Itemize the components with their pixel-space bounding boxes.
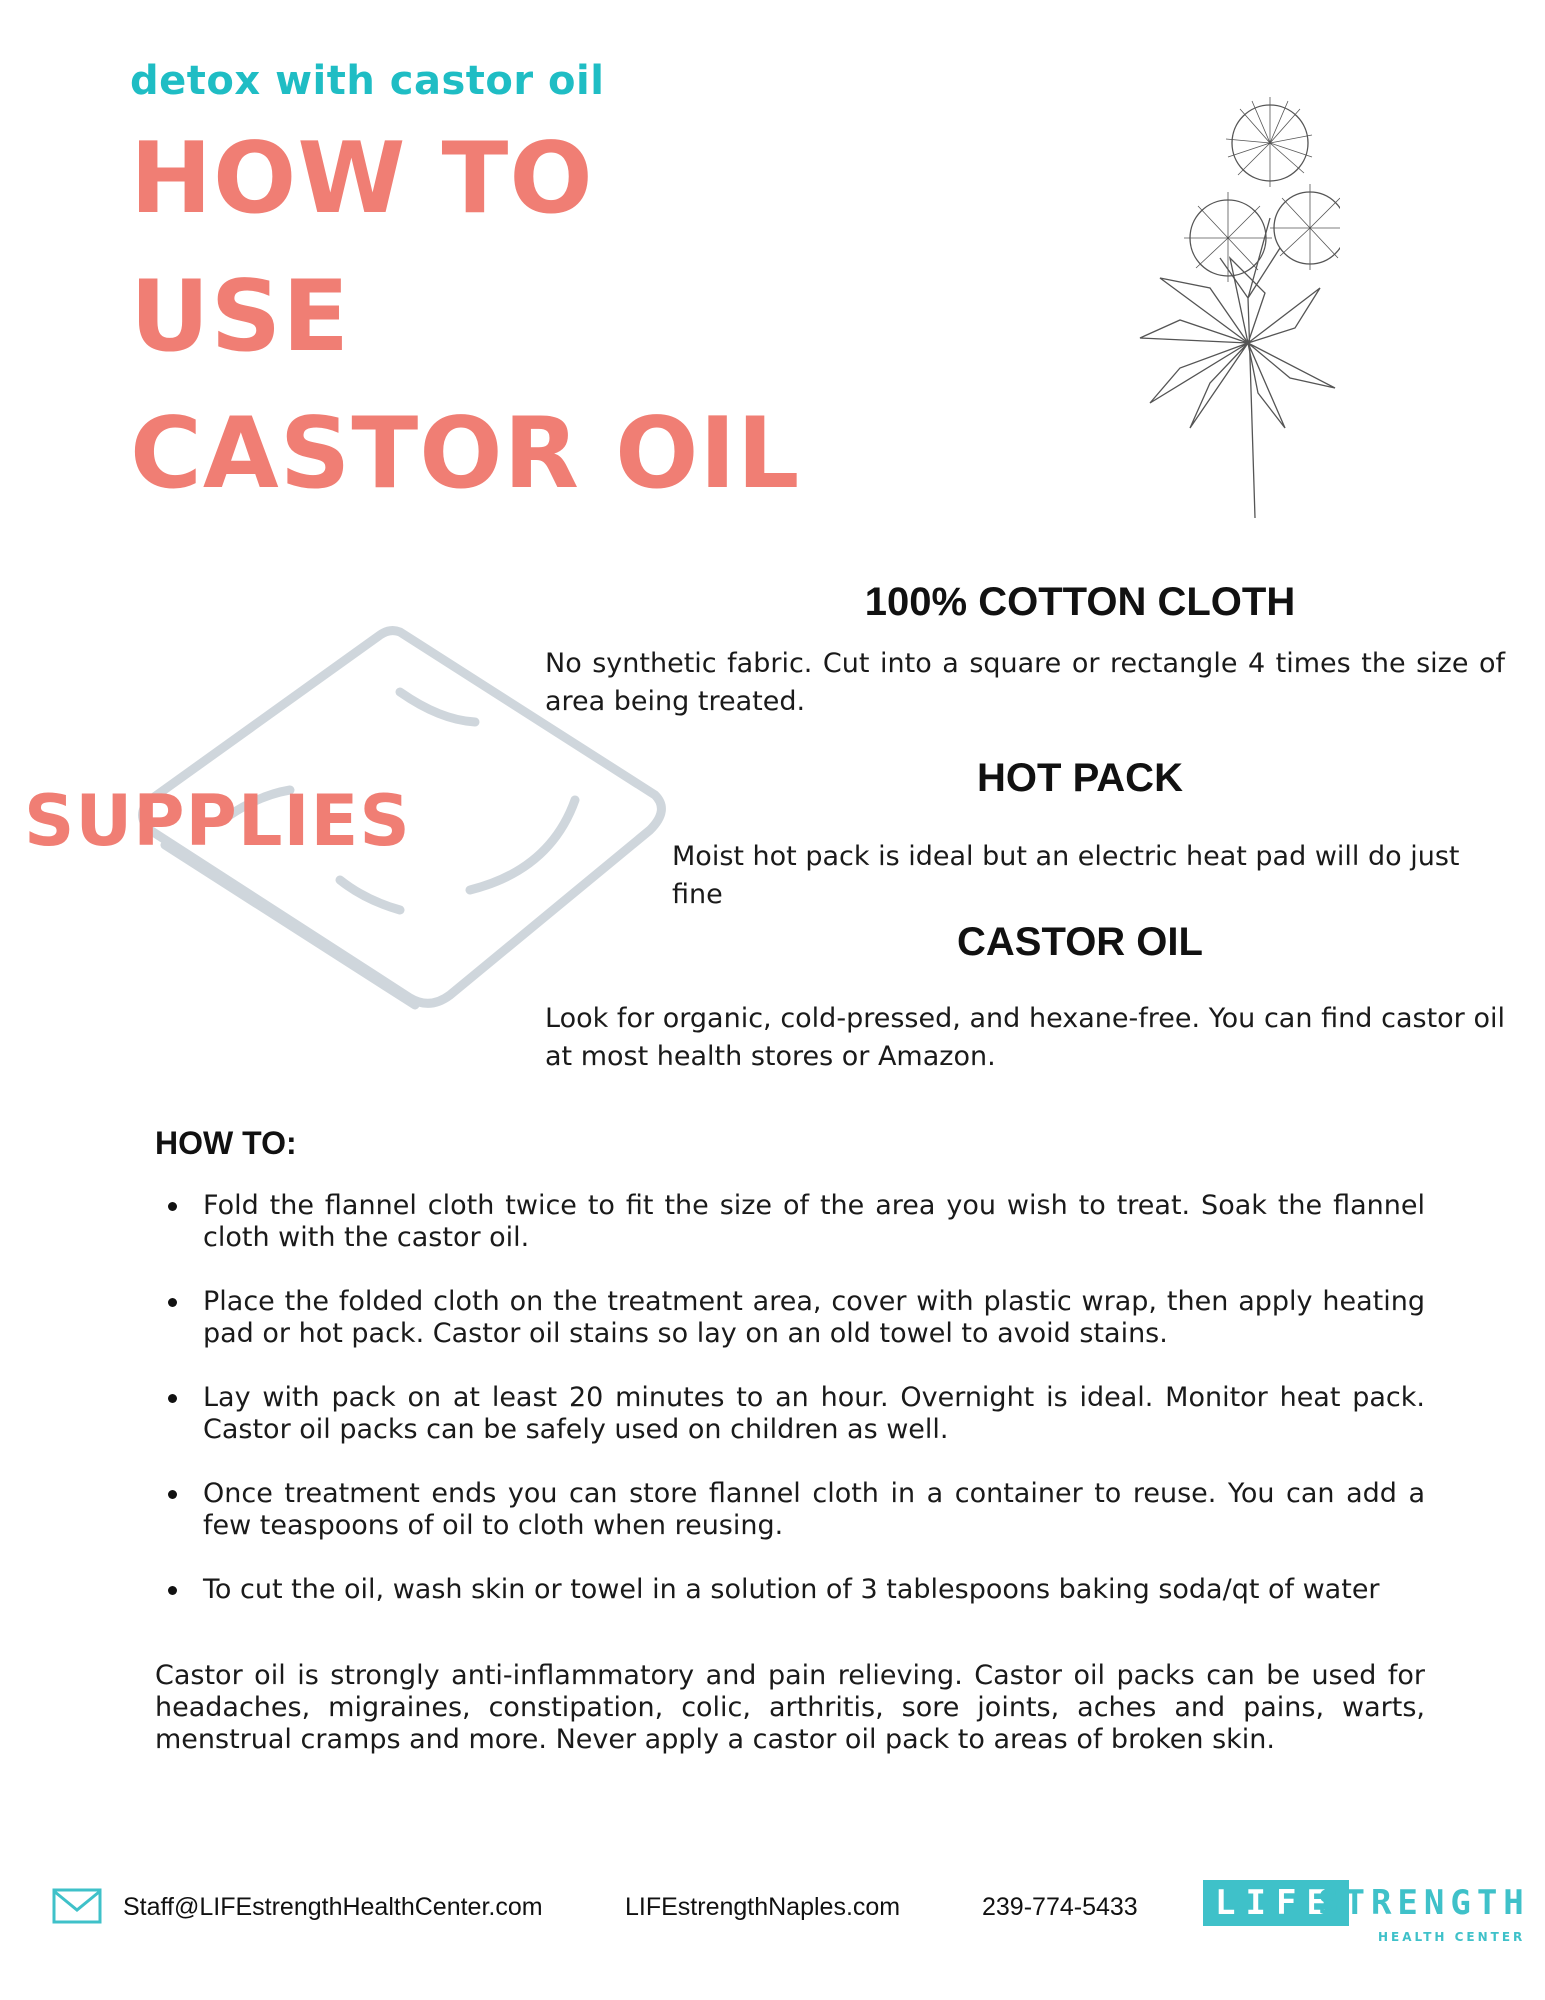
eyebrow-subtitle: detox with castor oil [130, 58, 605, 104]
howto-heading: HOW TO: [155, 1125, 297, 1161]
footer-phone[interactable]: 239-774-5433 [982, 1893, 1138, 1921]
step-text: Lay with pack on at least 20 minutes to an hour. Overnight is ideal. Monitor heat pack. Castor oil packs can be safely used on children as well. [203, 1382, 1425, 1445]
supplies-label: SUPPLIES [24, 780, 411, 862]
bullet-icon [168, 1202, 177, 1211]
title-line-1: HOW TO [130, 122, 594, 236]
supply-text-cloth: No synthetic fabric. Cut into a square or rectangle 4 times the size of area being treated. [545, 648, 1505, 717]
step-text: Fold the flannel cloth twice to fit the size of the area you wish to treat. Soak the flannel cloth with the castor oil. [203, 1190, 1425, 1253]
list-item [155, 1382, 1425, 1446]
supply-text-hot-pack: Moist hot pack is ideal but an electric heat pad will do just fine [672, 841, 1460, 910]
bullet-icon [168, 1490, 177, 1499]
supply-heading-castor-oil: CASTOR OIL [957, 920, 1203, 964]
supply-text-castor-oil: Look for organic, cold-pressed, and hexane-free. You can find castor oil at most health stores or Amazon. [545, 1003, 1505, 1072]
supply-heading-hot-pack: HOT PACK [977, 756, 1183, 800]
step-text: To cut the oil, wash skin or towel in a solution of 3 tablespoons baking soda/qt of water [203, 1574, 1380, 1605]
logo-strength: STRENGTH [1318, 1883, 1530, 1923]
howto-steps-list [155, 1190, 1425, 1638]
list-item [155, 1478, 1425, 1542]
step-text: Once treatment ends you can store flannel cloth in a container to reuse. You can add a few teaspoons of oil to cloth when reusing. [203, 1478, 1425, 1541]
bullet-icon [168, 1586, 177, 1595]
logo-life: LIFE [1203, 1880, 1349, 1926]
step-text: Place the folded cloth on the treatment area, cover with plastic wrap, then apply heating pad or hot pack. Castor oil stains so lay on an old towel to avoid stains. [203, 1286, 1425, 1349]
logo-subtitle: HEALTH CENTER [1378, 1930, 1526, 1944]
list-item [155, 1190, 1425, 1254]
list-item [155, 1286, 1425, 1350]
footer-email[interactable]: Staff@LIFEstrengthHealthCenter.com [123, 1893, 543, 1921]
bullet-icon [168, 1394, 177, 1403]
mail-icon [52, 1888, 102, 1924]
bullet-icon [168, 1298, 177, 1307]
list-item [155, 1574, 1425, 1606]
title-line-2: USE [130, 260, 351, 374]
footer-website[interactable]: LIFEstrengthNaples.com [625, 1893, 901, 1921]
castor-plant-illustration [1080, 88, 1340, 518]
supply-heading-cloth: 100% COTTON CLOTH [864, 580, 1296, 624]
title-line-3: CASTOR OIL [130, 397, 801, 511]
closing-paragraph: Castor oil is strongly anti-inflammatory and pain relieving. Castor oil packs can be used for headaches, migraines, constipation, colic, arthritis, sore joints, aches and pains, warts, menstrual cramps and more. Never apply a castor oil pack to areas of broken skin. [155, 1660, 1425, 1755]
